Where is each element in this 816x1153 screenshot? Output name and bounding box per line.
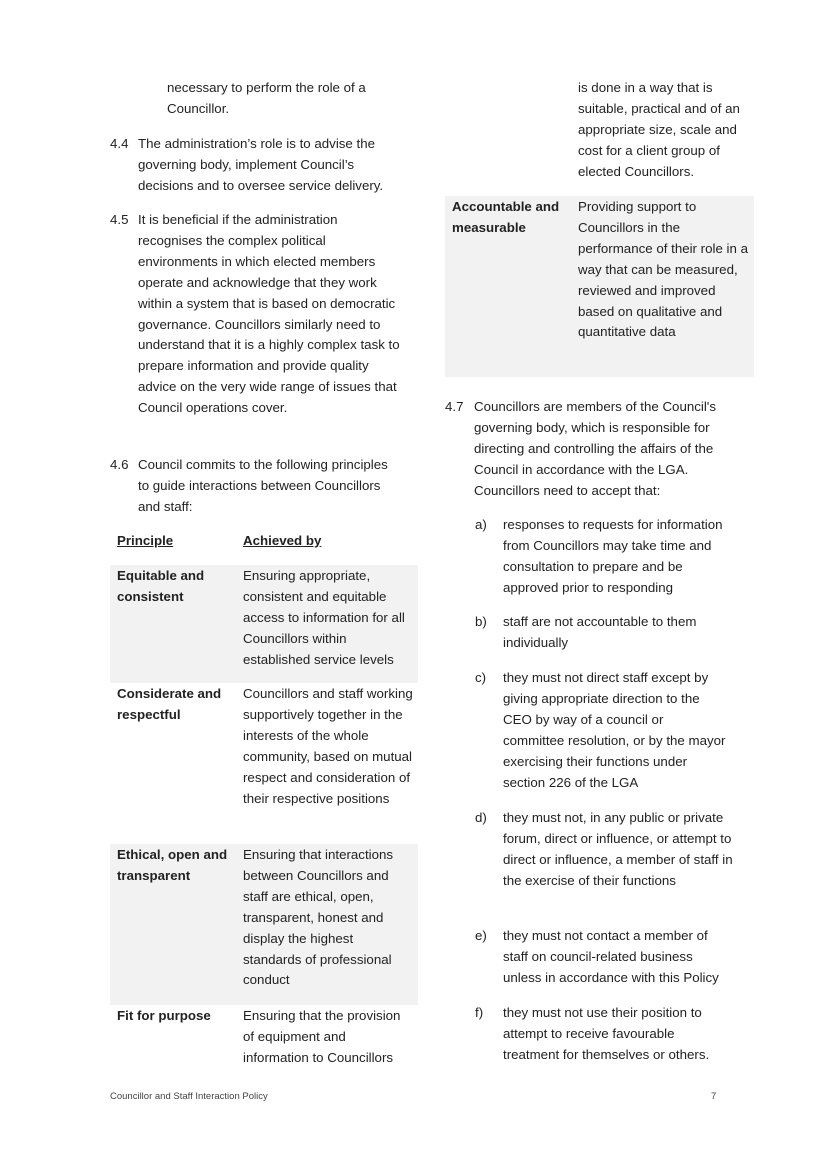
para-4-7-number: 4.7 — [445, 399, 464, 414]
list-item: they must not, in any public or private forum, direct or influence, or attempt to direct or influence, a member of staff in the exercise of their functions — [503, 810, 733, 888]
principle-cell: Fit for purpose — [117, 1008, 211, 1023]
table-row — [110, 683, 418, 844]
para-4-6-number: 4.6 — [110, 457, 129, 472]
list-item: staff are not accountable to them individually — [503, 614, 697, 650]
table-row — [110, 1005, 418, 1068]
achieved-by-cell: Ensuring that interactions between Councillors and staff are ethical, open, transparent, honest and display the highest standards of professional conduct — [243, 847, 394, 988]
principle-cell: Accountable and measurable — [452, 199, 560, 235]
footer-title: Councillor and Staff Interaction Policy — [110, 1091, 268, 1102]
table-row — [110, 565, 418, 683]
list-item: they must not contact a member of staff on council-related business unless in accordance with this Policy — [503, 928, 719, 985]
table-continuation-text: is done in a way that is suitable, practical and of an appropriate size, scale and cost for a client group of elected Councillors. — [578, 80, 740, 179]
continuation-text: necessary to perform the role of a Councillor. — [167, 80, 366, 116]
achieved-by-cell: Providing support to Councillors in the performance of their role in a way that can be measured, reviewed and improved based on qualitative and quantitative data — [578, 199, 748, 340]
para-4-5-number: 4.5 — [110, 212, 129, 227]
para-4-4-text: The administration’s role is to advise the governing body, implement Council’s decisions and to oversee service delivery. — [138, 136, 384, 193]
para-4-7-text: Councillors are members of the Council's governing body, which is responsible for directing and controlling the affairs of the Council in accordance with the LGA. Councillors need to accept that: — [474, 399, 716, 498]
header-achieved-by: Achieved by — [243, 533, 322, 548]
para-4-4-number: 4.4 — [110, 136, 129, 151]
principle-cell: Considerate and respectful — [117, 686, 222, 722]
list-marker: c) — [475, 670, 487, 685]
list-item: responses to requests for information from Councillors may take time and consultation to prepare and be approved prior to responding — [503, 517, 723, 595]
list-item: they must not direct staff except by giving appropriate direction to the CEO by way of a council or committee resolution, or by the mayor exercising their functions under section 226 of the LGA — [503, 670, 726, 790]
achieved-by-cell: Ensuring that the provision of equipment and information to Councillors — [243, 1008, 401, 1065]
para-4-6-text: Council commits to the following principles to guide interactions between Councillors and staff: — [138, 457, 388, 514]
table-row — [110, 844, 418, 1005]
footer-page-number: 7 — [711, 1091, 717, 1102]
list-marker: a) — [475, 517, 487, 532]
principle-cell: Ethical, open and transparent — [117, 847, 228, 883]
list-item: they must not use their position to attempt to receive favourable treatment for themselves or others. — [503, 1005, 710, 1062]
principle-cell: Equitable and consistent — [117, 568, 205, 604]
list-marker: b) — [475, 614, 487, 629]
list-marker: e) — [475, 928, 487, 943]
list-marker: f) — [475, 1005, 484, 1020]
para-4-5-text: It is beneficial if the administration recognises the complex political environments in which elected members operate and acknowledge that they work within a system that is based on democratic governance. Councillors similarly need to understand that it is a highly complex task to prepare information and provide quality advice on the very wide range of issues that Council operations cover. — [138, 212, 400, 416]
table-row — [445, 196, 754, 377]
achieved-by-cell: Councillors and staff working supportively together in the interests of the whole community, based on mutual respect and consideration of their respective positions — [243, 686, 413, 806]
list-marker: d) — [475, 810, 487, 825]
header-principle: Principle — [117, 533, 174, 548]
principles-table — [110, 528, 418, 1068]
achieved-by-cell: Ensuring appropriate, consistent and equitable access to information for all Councillors within established service levels — [243, 568, 405, 667]
